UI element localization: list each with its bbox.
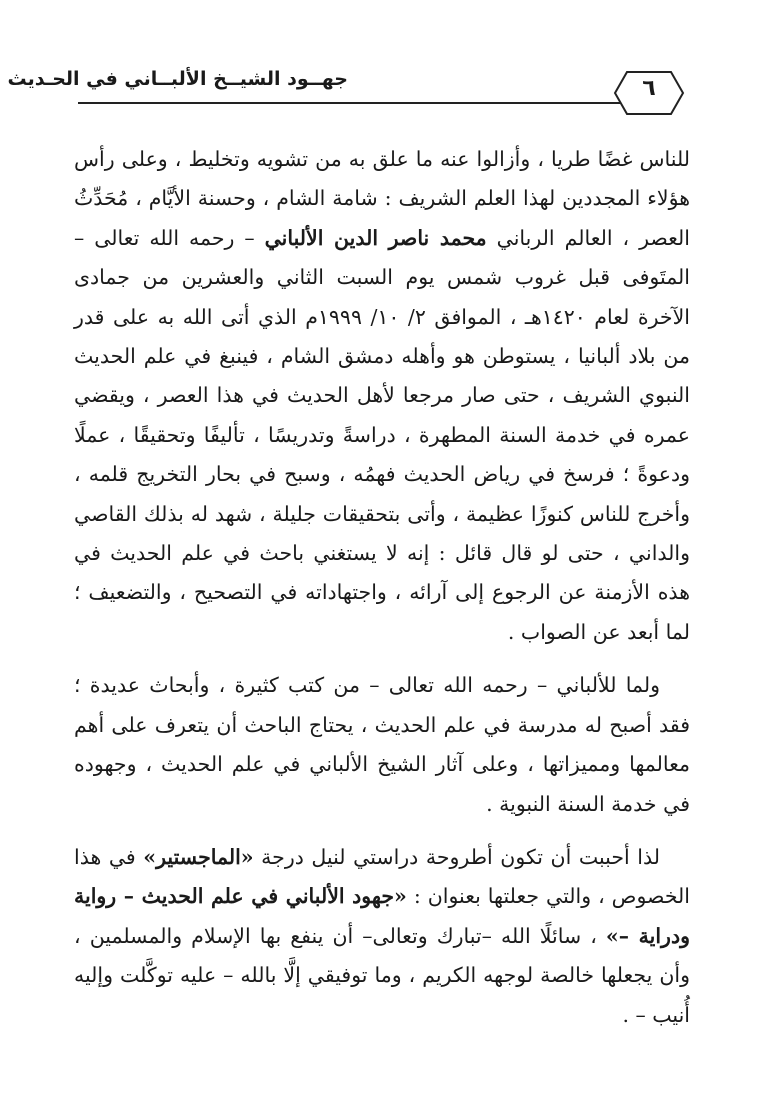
paragraph-3-text-c: ، سائلًا الله –تبارك وتعالى– أن ينفع بها الإسلام والمسلمين ، وأن يجعلها خالصة لوجهه الكريم ، وما توفيقي إلَّا بالله – عليه توكَّلت وإليه أُنيب – . xyxy=(74,923,690,1027)
body-text xyxy=(74,140,690,1035)
scholar-name: محمد ناصر الدين الألباني xyxy=(264,225,487,250)
paragraph-3 xyxy=(74,838,690,1035)
paragraph-1-text-a: للناس غضًا طريا ، وأزالوا عنه ما علق به من تشويه وتخليط ، وعلى رأس هؤلاء المجددين لهذا العلم الشريف : شامة الشام ، وحسنة الأيَّام ، مُحَدِّثُ العصر ، العالم الرباني xyxy=(74,147,690,250)
degree-name: «الماجستير» xyxy=(143,844,254,869)
thesis-title: «جهود الألباني في علم الحديث – رواية ودراية –» xyxy=(74,884,690,948)
running-header xyxy=(7,60,688,120)
running-title: جهــود الشيــخ الألبــاني في الحـديث xyxy=(7,68,348,90)
page-number: ٦ xyxy=(642,76,656,101)
page-number-badge xyxy=(613,70,685,116)
paragraph-1 xyxy=(74,140,690,652)
paragraph-3-text-a: لذا أحببت أن تكون أطروحة دراستي لنيل درجة xyxy=(253,844,660,869)
paragraph-2: ولما للألباني – رحمه الله تعالى – من كتب كثيرة ، وأبحاث عديدة ؛ فقد أصبح له مدرسة في علم الحديث ، يحتاج الباحث أن يتعرف على أهم معالمها ومميزاتها ، وعلى آثار الشيخ الألباني في علم الحديث ، وجهوده في خدمة السنة النبوية . xyxy=(74,673,690,816)
paragraph-1-text-b: – رحمه الله تعالى – المتَوفى قبل غروب شمس يوم السبت الثاني والعشرين من جمادى الآخرة لعام ١٤٢٠هـ ، الموافق ٢/ ١٠/ ١٩٩٩م الذي أتى الله به على قدر من بلاد ألبانيا ، يستوطن هو وأهله دمشق الشام ، فينبغ في علم الحديث النبوي الشريف ، حتى صار مرجعا لأهل الحديث في هذا العصر ، ويقضي عمره في خدمة السنة المطهرة ، دراسةً وتدريسًا ، تأليفًا وتحقيقًا ، عملًا ودعوةً ؛ فرسخ في رياض الحديث فهمُه ، وسبح في بحار التخريج قلمه ، وأخرج للناس كنوزًا عظيمة ، وأتى بتحقيقات جليلة ، شهد له بذلك القاصي والداني ، حتى لو قال قائل : إنه لا يستغني باحث في علم الحديث في هذه الأزمنة عن الرجوع إلى آرائه ، واجتهاداته في التصحيح ، والتضعيف ؛ لما أبعد عن الصواب . xyxy=(74,225,690,644)
paragraph-3-text-b: في هذا الخصوص ، والتي جعلتها بعنوان : xyxy=(74,844,690,909)
header-rule xyxy=(78,102,620,104)
